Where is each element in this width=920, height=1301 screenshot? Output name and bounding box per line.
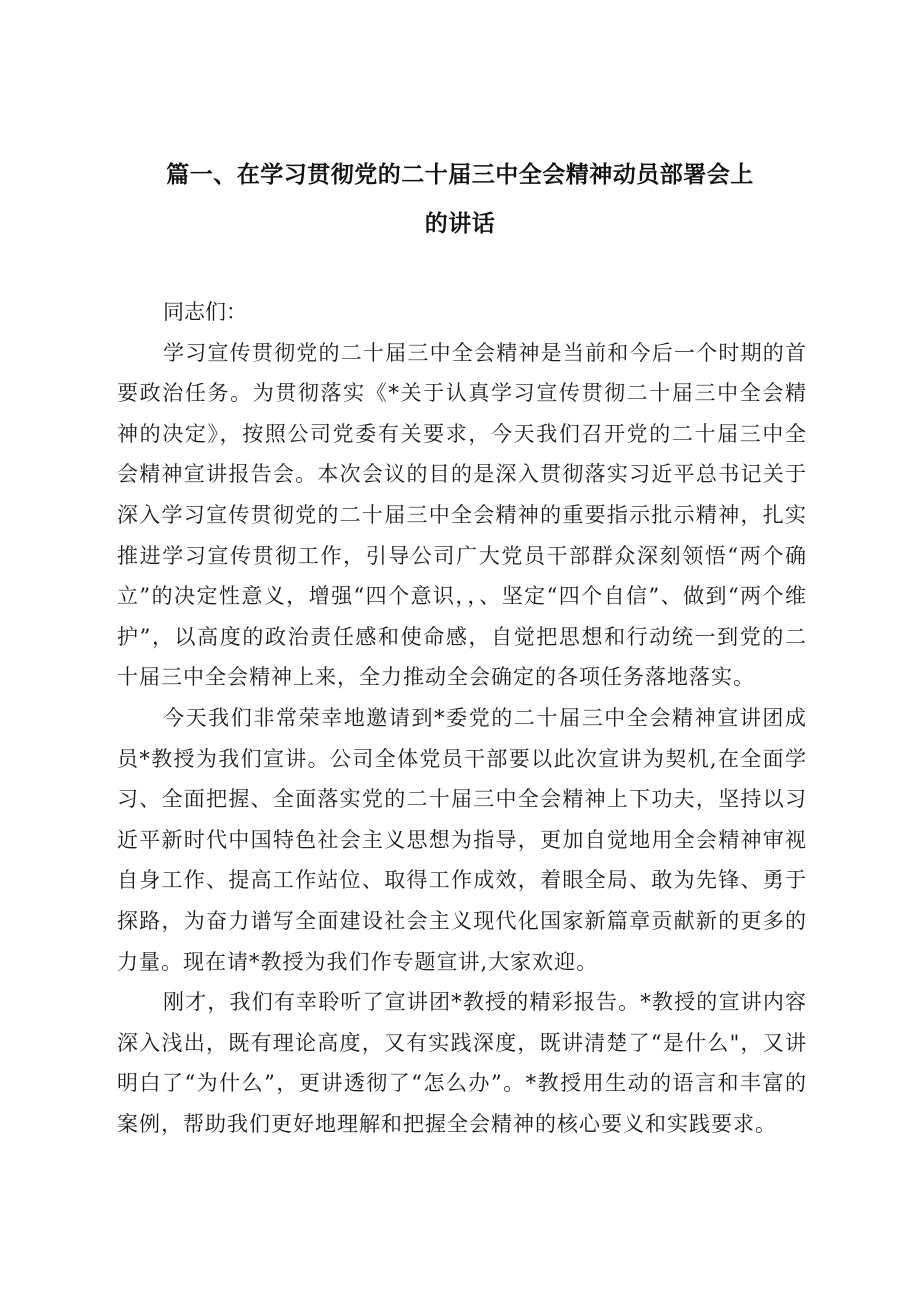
paragraph-3: 刚才，我们有幸聆听了宣讲团*教授的精彩报告。*教授的宣讲内容深入浅出，既有理论高度，又有实践深度，既讲清楚了“是什么"，又讲明白了“为什么”，更讲透彻了“怎么办”。*教授用生动的语言和丰富的案例，帮助我们更好地理解和把握全会精神的核心要义和实践要求。 [117,990,807,1136]
paragraph-2: 今天我们非常荣幸地邀请到*委党的二十届三中全会精神宣讲团成员*教授为我们宣讲。公司全体党员干部要以此次宣讲为契机,在全面学习、全面把握、全面落实党的二十届三中全会精神上下功夫，坚持以习近平新时代中国特色社会主义思想为指导，更加自觉地用全会精神审视自身工作、提高工作站位、取得工作成效，着眼全局、敢为先锋、勇于探路，为奋力谱写全面建设社会主义现代化国家新篇章贡献新的更多的力量。现在请*教授为我们作专题宣讲,大家欢迎。 [117,705,807,974]
document-title-line-1: 篇一、在学习贯彻党的二十届三中全会精神动员部署会上 [166,162,754,188]
document-title-line-2: 的讲话 [424,211,496,237]
salutation: 同志们： [163,300,247,324]
document-body [117,292,807,1144]
paragraph-1: 学习宣传贯彻党的二十届三中全会精神是当前和今后一个时期的首要政治任务。为贯彻落实《*关于认真学习宣传贯彻二十届三中全会精神的决定》，按照公司党委有关要求，今天我们召开党的二十届三中全会精神宣讲报告会。本次会议的目的是深入贯彻落实习近平总书记关于深入学习宣传贯彻党的二十届三中全会精神的重要指示批示精神，扎实推进学习宣传贯彻工作，引导公司广大党员干部群众深刻领悟“两个确立”的决定性意义，增强“四个意识，，、坚定“四个自信”、做到“两个维护”，以高度的政治责任感和使命感，自觉把思想和行动统一到党的二十届三中全会精神上来，全力推动全会确定的各项任务落地落实。 [117,340,807,690]
